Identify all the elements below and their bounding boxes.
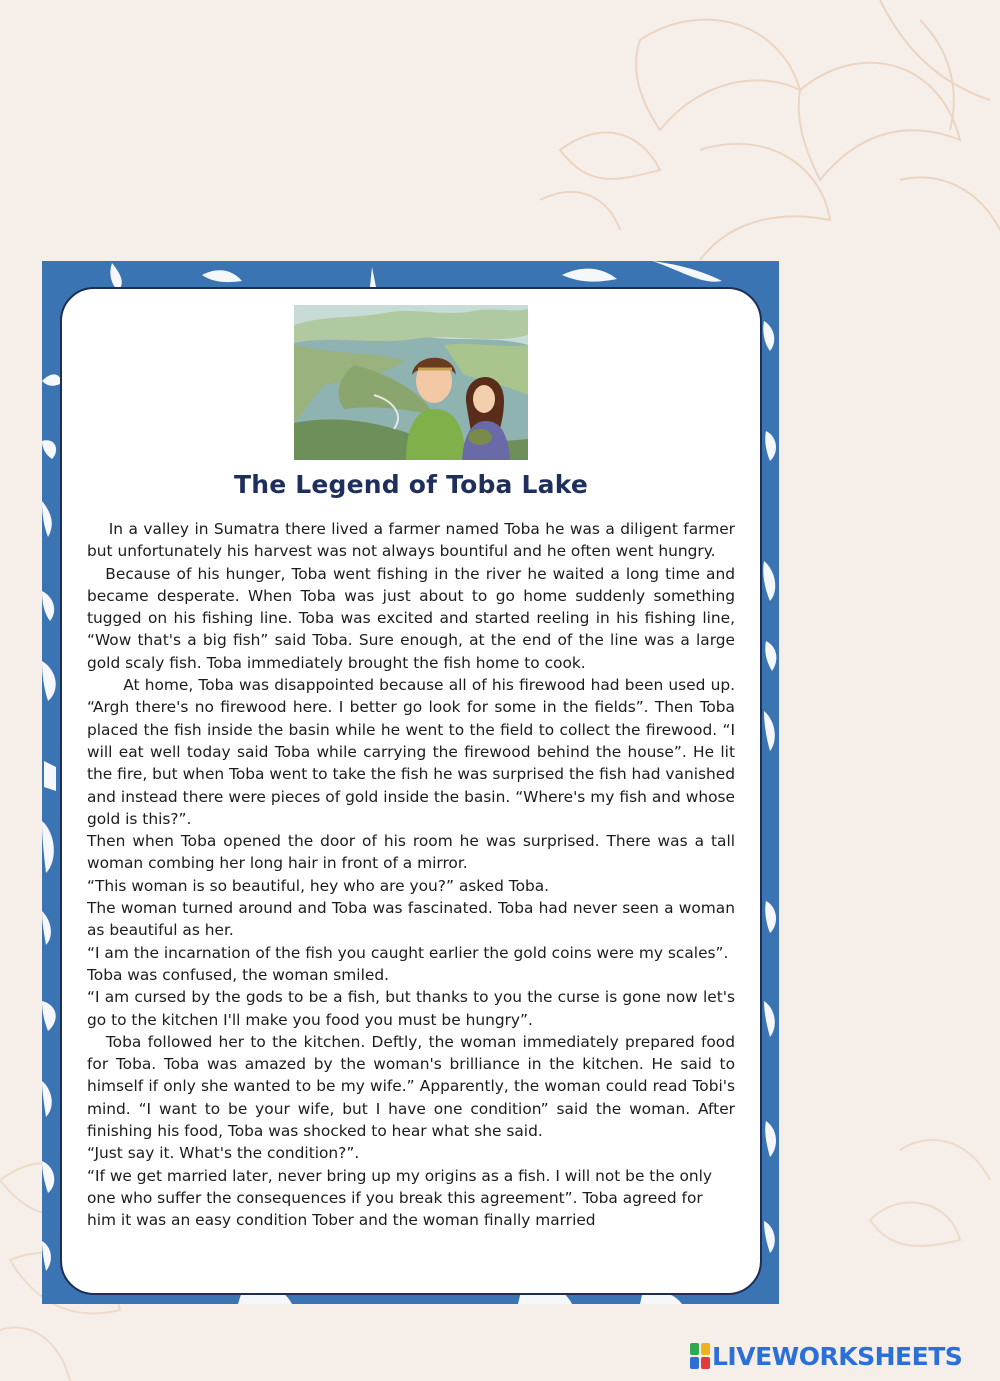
story-paragraph: “I am the incarnation of the fish you caught earlier the gold coins were my scales”.: [87, 943, 729, 962]
story-paragraph: The woman turned around and Toba was fascinated. Toba had never seen a woman as beautiful as her.: [87, 899, 735, 940]
page-title: The Legend of Toba Lake: [233, 470, 589, 499]
story-paragraph: “Just say it. What's the condition?”.: [87, 1144, 360, 1163]
story-paragraph: “I am cursed by the gods to be a fish, but thanks to you the curse is gone now let's go to the kitchen I'll make you food you must be hungry”.: [87, 988, 735, 1029]
story-paragraph: “This woman is so beautiful, hey who are you?” asked Toba.: [87, 876, 550, 895]
story-paragraph: “If we get married later, never bring up my origins as a fish. I will not be the only one who suffer the consequences if you break this agreement”. Toba agreed for him it was an easy condition Tober and the woman finally married: [87, 1166, 713, 1230]
story-paragraph: Toba followed her to the kitchen. Deftly, the woman immediately prepared food for Toba. Toba was amazed by the woman's brilliance in the kitchen. He said to himself if only she wanted to be my wife.” Apparently, the woman could read Tobi's mind. “I want to be your wife, but I have one condition” said the woman. After finishing his food, Toba was shocked to hear what she said.: [87, 1032, 735, 1141]
liveworksheets-logo[interactable]: [690, 1340, 962, 1372]
story-text: [87, 518, 735, 1232]
story-paragraph: Because of his hunger, Toba went fishing in the river he waited a long time and became desperate. When Toba was just about to go home suddenly something tugged on his fishing line. Toba was excited and started reeling in his fishing line, “Wow that's a big fish” said Toba. Sure enough, at the end of the line was a large gold scaly fish. Toba immediately brought the fish home to cook.: [87, 564, 735, 672]
brand-name: LIVEWORKSHEETS: [712, 1341, 963, 1371]
story-paragraph: Toba was confused, the woman smiled.: [87, 965, 389, 984]
story-paragraph: In a valley in Sumatra there lived a farmer named Toba he was a diligent farmer but unfortunately his harvest was not always bountiful and he often went hungry.: [87, 520, 735, 561]
story-paragraph: At home, Toba was disappointed because all of his firewood had been used up. “Argh there's no firewood here. I better go look for some in the fields”. Then Toba placed the fish inside the basin while he went to the field to collect the firewood. “I will eat well today said Toba while carrying the firewood behind the house”. He lit the fire, but when Toba went to take the fish he was surprised the fish had vanished and instead there were pieces of gold inside the basin. “Where's my fish and whose gold is this?”.: [87, 676, 735, 828]
story-paragraph: Then when Toba opened the door of his room he was surprised. There was a tall woman combing her long hair in front of a mirror.: [87, 832, 735, 873]
liveworksheets-logo-icon: [690, 1343, 710, 1369]
couple-by-lake-illustration: [294, 305, 528, 460]
